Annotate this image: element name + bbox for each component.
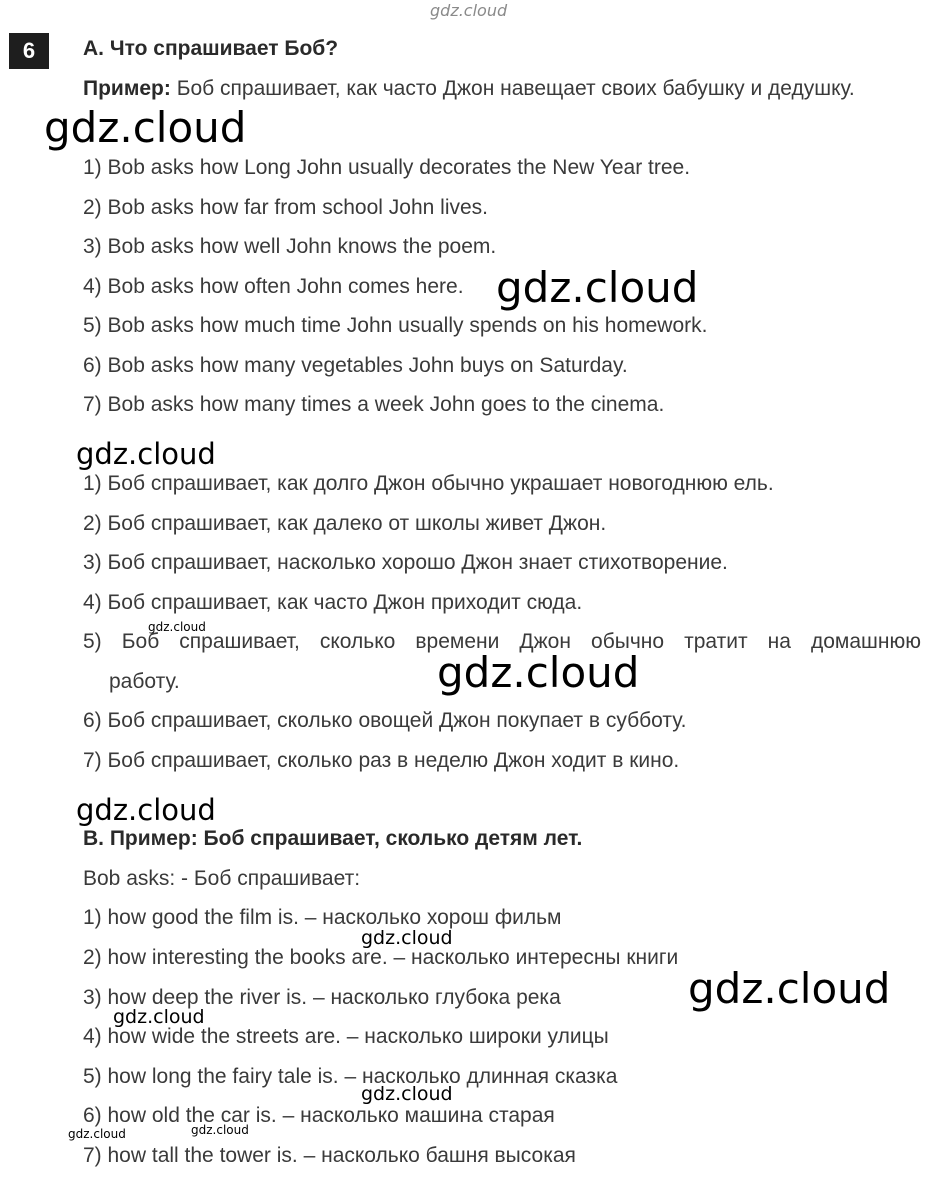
russian-item: 5) Боб спрашивает, сколько времени Джон обычно тратит на домашнюю <box>83 630 921 653</box>
watermark: gdz.cloud <box>496 263 699 312</box>
part-a-example <box>83 76 855 102</box>
watermark: gdz.cloud <box>76 437 216 471</box>
part-b-item: 7) how tall the tower is. – насколько башня высокая <box>83 1144 576 1167</box>
english-item: 1) Bob asks how Long John usually decorates the New Year tree. <box>83 156 691 179</box>
part-b-item: 5) how long the fairy tale is. – насколько длинная сказка <box>83 1065 618 1088</box>
part-b-item: 6) how old the car is. – насколько машина старая <box>83 1104 555 1127</box>
english-item: 7) Bob asks how many times a week John goes to the cinema. <box>83 393 665 416</box>
watermark: gdz.cloud <box>76 793 216 827</box>
part-b-intro: Bob asks: - Боб спрашивает: <box>83 867 361 890</box>
russian-item: 2) Боб спрашивает, как далеко от школы живет Джон. <box>83 512 607 535</box>
watermark: gdz.cloud <box>437 648 640 697</box>
part-b-item: 3) how deep the river is. – насколько глубока река <box>83 986 561 1009</box>
exercise-number-badge: 6 <box>9 33 49 69</box>
english-item: 5) Bob asks how much time John usually spends on his homework. <box>83 314 708 337</box>
russian-item: 1) Боб спрашивает, как долго Джон обычно украшает новогоднюю ель. <box>83 472 774 495</box>
example-label: Пример: <box>83 77 171 100</box>
part-b-heading: B. Пример: Боб спрашивает, сколько детям лет. <box>83 827 583 850</box>
english-item: 2) Bob asks how far from school John lives. <box>83 196 489 219</box>
watermark: gdz.cloud <box>361 1083 453 1105</box>
watermark: gdz.cloud <box>361 927 453 949</box>
example-text: Боб спрашивает, как часто Джон навещает своих бабушку и дедушку. <box>170 77 855 100</box>
russian-item-continuation: работу. <box>109 670 180 693</box>
part-b-item: 2) how interesting the books are. – насколько интересны книги <box>83 946 679 969</box>
russian-item: 4) Боб спрашивает, как часто Джон приходит сюда. <box>83 591 583 614</box>
watermark: gdz.cloud <box>191 1123 249 1137</box>
russian-item: 6) Боб спрашивает, сколько овощей Джон покупает в субботу. <box>83 709 687 732</box>
english-item: 4) Bob asks how often John comes here. <box>83 275 464 298</box>
russian-item: 3) Боб спрашивает, насколько хорошо Джон знает стихотворение. <box>83 551 728 574</box>
part-a-heading: A. Что спрашивает Боб? <box>83 37 339 60</box>
watermark-top: gdz.cloud <box>430 1 508 20</box>
watermark: gdz.cloud <box>113 1006 205 1028</box>
watermark: gdz.cloud <box>68 1127 126 1141</box>
watermark: gdz.cloud <box>688 964 891 1013</box>
english-item: 3) Bob asks how well John knows the poem. <box>83 235 497 258</box>
english-item: 6) Bob asks how many vegetables John buys on Saturday. <box>83 354 628 377</box>
part-b-item: 4) how wide the streets are. – насколько широки улицы <box>83 1025 609 1048</box>
part-b-item: 1) how good the film is. – насколько хорош фильм <box>83 906 562 929</box>
watermark: gdz.cloud <box>44 103 247 152</box>
watermark: gdz.cloud <box>148 620 206 634</box>
russian-item: 7) Боб спрашивает, сколько раз в неделю Джон ходит в кино. <box>83 749 680 772</box>
